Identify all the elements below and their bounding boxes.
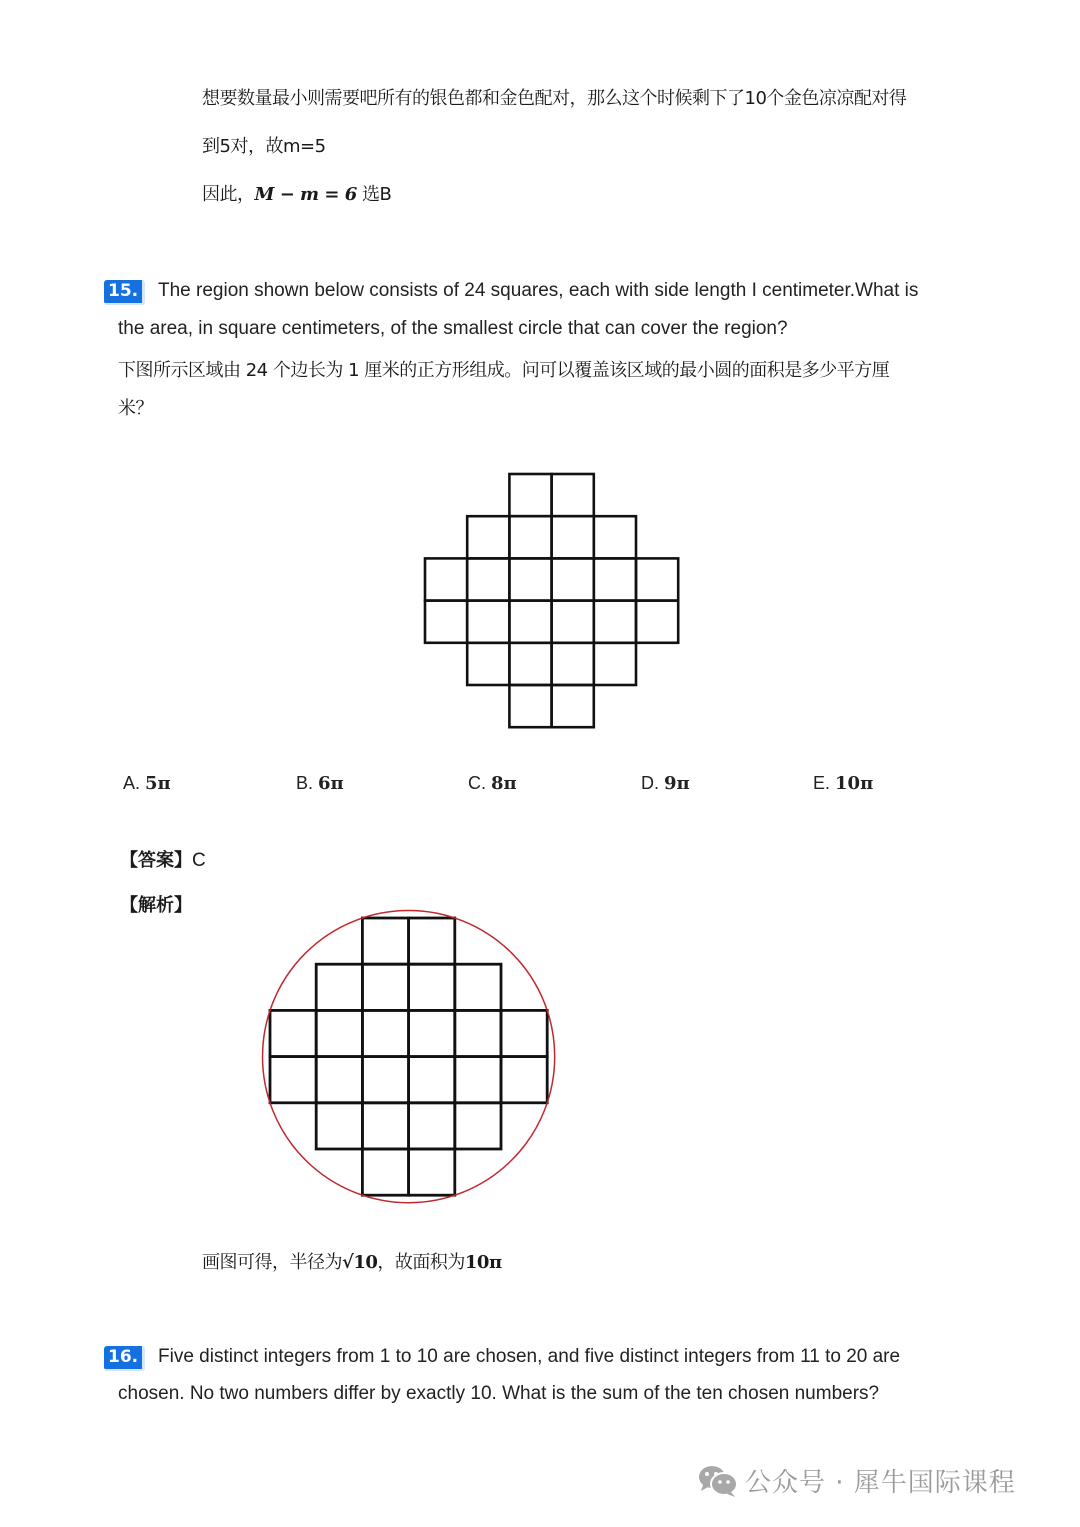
answer-label: 【答案】 <box>120 850 192 871</box>
grid-square <box>362 964 408 1010</box>
footer-watermark <box>697 1462 1016 1499</box>
option-a: A. 5π <box>123 773 171 794</box>
q15-english-line-1: The region shown below consists of 24 squares, each with side length I centimeter.What is <box>158 280 919 301</box>
answer-line <box>120 846 206 872</box>
q16-english-line-2: chosen. No two numbers differ by exactly 10. What is the sum of the ten chosen numbers? <box>118 1383 880 1404</box>
option-b: B. 6π <box>296 773 344 794</box>
q15-chinese-line-1: 下图所示区域由 24 个边长为 1 厘米的正方形组成。问可以覆盖该区域的最小圆的面积是多少平方厘 <box>118 360 890 381</box>
grid-square <box>509 558 551 600</box>
grid-square <box>509 685 551 727</box>
grid-square <box>552 685 594 727</box>
grid-square <box>552 516 594 558</box>
grid-square <box>509 516 551 558</box>
region-figure <box>415 464 690 739</box>
solution-text <box>202 1248 502 1274</box>
grid-square <box>552 601 594 643</box>
analysis-label: 【解析】 <box>120 895 192 916</box>
option-d: D. 9π <box>641 773 690 794</box>
grid-square <box>455 964 501 1010</box>
grid-square <box>552 558 594 600</box>
grid-square <box>409 1010 455 1056</box>
option-c: C. 8π <box>468 773 517 794</box>
grid-square <box>270 1057 316 1103</box>
grid-square <box>467 601 509 643</box>
answer-value: C <box>192 850 206 871</box>
grid-square <box>362 1149 408 1195</box>
grid-square <box>316 964 362 1010</box>
solution-middle: ，故面积为 <box>377 1252 465 1273</box>
grid-square <box>409 1149 455 1195</box>
grid-square <box>467 643 509 685</box>
grid-square <box>409 964 455 1010</box>
solution-area: 10π <box>464 1252 502 1273</box>
q15-chinese-line-2: 米？ <box>118 398 153 419</box>
question-number-badge: 16. <box>104 1346 145 1371</box>
prev-solution-line-3 <box>202 180 391 206</box>
grid-square <box>636 601 678 643</box>
grid-square <box>501 1057 547 1103</box>
grid-square <box>316 1057 362 1103</box>
prev-solution-line-2: 到5对，故m=5 <box>202 136 326 157</box>
grid-square <box>467 516 509 558</box>
grid-square <box>316 1103 362 1149</box>
grid-square <box>409 1103 455 1149</box>
grid-square <box>409 918 455 964</box>
grid-square <box>594 558 636 600</box>
grid-square <box>594 643 636 685</box>
grid-square <box>362 1010 408 1056</box>
prev-solution-choice: 选B <box>356 184 392 205</box>
grid-square <box>316 1010 362 1056</box>
question-number-badge: 15. <box>104 280 145 305</box>
grid-square <box>552 643 594 685</box>
grid-square <box>362 918 408 964</box>
grid-square <box>362 1057 408 1103</box>
grid-square <box>509 474 551 516</box>
grid-square <box>467 558 509 600</box>
grid-square <box>425 601 467 643</box>
grid-square <box>455 1103 501 1149</box>
grid-square <box>455 1010 501 1056</box>
option-e: E. 10π <box>813 773 874 794</box>
q16-english-line-1: Five distinct integers from 1 to 10 are chosen, and five distinct integers from 11 to 20 are <box>158 1346 901 1367</box>
grid-square <box>509 601 551 643</box>
grid-square <box>552 474 594 516</box>
grid-square <box>409 1057 455 1103</box>
grid-square <box>501 1010 547 1056</box>
prev-solution-formula: M − m = 6 <box>254 184 357 205</box>
grid-square <box>594 601 636 643</box>
prev-solution-line-1: 想要数量最小则需要吧所有的银色都和金色配对，那么这个时候剩下了10个金色凉凉配对得 <box>202 88 907 109</box>
solution-radius: √10 <box>342 1252 378 1273</box>
grid-square <box>594 516 636 558</box>
grid-square <box>270 1010 316 1056</box>
solution-figure <box>250 898 570 1218</box>
q15-english-line-2: the area, in square centimeters, of the smallest circle that can cover the region? <box>118 318 788 339</box>
solution-prefix: 画图可得，半径为 <box>202 1252 342 1273</box>
footer-text: 公众号 · 犀牛国际课程 <box>745 1468 1016 1498</box>
prev-solution-prefix: 因此， <box>202 184 255 205</box>
grid-square <box>362 1103 408 1149</box>
wechat-icon <box>697 1463 739 1499</box>
grid-square <box>509 643 551 685</box>
grid-square <box>425 558 467 600</box>
grid-square <box>455 1057 501 1103</box>
grid-square <box>636 558 678 600</box>
